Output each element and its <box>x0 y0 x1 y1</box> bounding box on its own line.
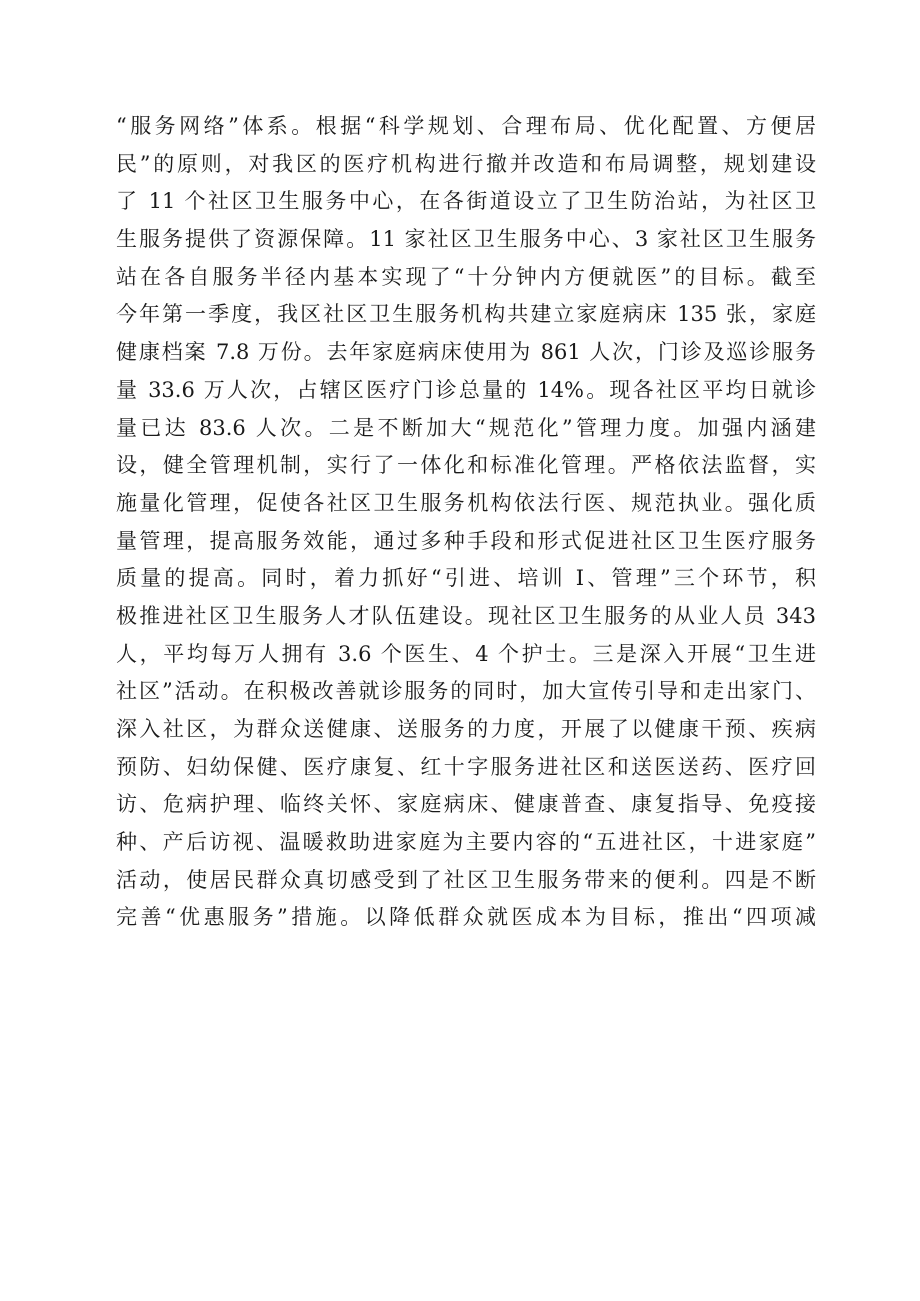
text-line: 人，平均每万人拥有 3.6 个医生、4 个护士。三是深入开展“卫生进 <box>116 641 816 666</box>
text-line: 活动，使居民群众真切感受到了社区卫生服务带来的便利。四是不断 <box>116 867 816 892</box>
text-line: 访、危病护理、临终关怀、家庭病床、健康普查、康复指导、免疫接 <box>116 792 816 817</box>
text-line: 施量化管理，促使各社区卫生服务机构依法行医、规范执业。强化质 <box>116 490 816 515</box>
text-line: 量 33.6 万人次，占辖区医疗门诊总量的 14%。现各社区平均日就诊 <box>116 377 816 402</box>
text-line: 预防、妇幼保健、医疗康复、红十字服务进社区和送医送药、医疗回 <box>116 754 816 779</box>
text-line: 完善“优惠服务”措施。以降低群众就医成本为目标，推出“四项减 <box>116 905 816 930</box>
text-line: 质量的提高。同时，着力抓好“引进、培训 I、管理”三个环节，积 <box>116 566 816 591</box>
text-line: 设，健全管理机制，实行了一体化和标准化管理。严格依法监督，实 <box>116 453 816 478</box>
text-line: 站在各自服务半径内基本实现了“十分钟内方便就医”的目标。截至 <box>116 264 816 289</box>
text-line: “服务网络”体系。根据“科学规划、合理布局、优化配置、方便居 <box>116 114 816 138</box>
text-line: 量已达 83.6 人次。二是不断加大“规范化”管理力度。加强内涵建 <box>116 415 816 440</box>
text-line: 社区”活动。在积极改善就诊服务的同时，加大宣传引导和走出家门、 <box>116 679 816 704</box>
text-line: 极推进社区卫生服务人才队伍建设。现社区卫生服务的从业人员 343 <box>116 603 816 628</box>
text-line: 深入社区，为群众送健康、送服务的力度，开展了以健康干预、疾病 <box>116 717 816 741</box>
text-line: 生服务提供了资源保障。11 家社区卫生服务中心、3 家社区卫生服务 <box>116 227 816 252</box>
text-line: 种、产后访视、温暖救助进家庭为主要内容的“五进社区，十进家庭” <box>116 830 816 855</box>
text-line: 健康档案 7.8 万份。去年家庭病床使用为 861 人次，门诊及巡诊服务 <box>116 340 816 365</box>
body-paragraph <box>116 108 816 937</box>
text-line: 了 11 个社区卫生服务中心，在各街道设立了卫生防治站，为社区卫 <box>116 189 816 214</box>
text-line: 今年第一季度，我区社区卫生服务机构共建立家庭病床 135 张，家庭 <box>116 302 816 327</box>
text-line: 民”的原则，对我区的医疗机构进行撤并改造和布局调整，规划建设 <box>116 151 816 176</box>
text-line: 量管理，提高服务效能，通过多种手段和形式促进社区卫生医疗服务 <box>116 528 816 553</box>
